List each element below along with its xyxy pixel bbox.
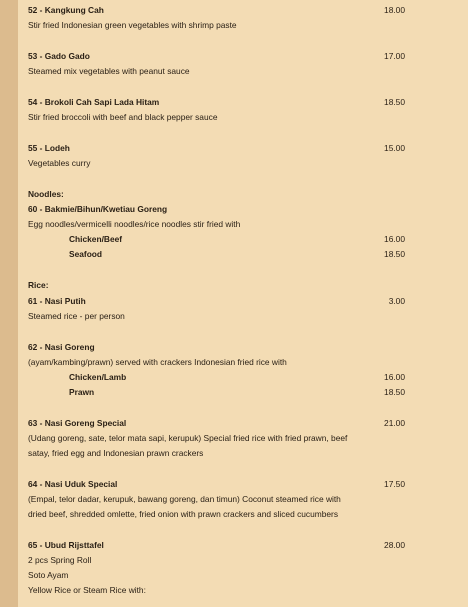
item-60-title: 60 - Bakmie/Bihun/Kwetiau Goreng — [28, 204, 168, 214]
item-62-desc: (ayam/kambing/prawn) served with crackers Indonesian fried rice with — [28, 357, 287, 367]
item-54-title: 54 - Brokoli Cah Sapi Lada Hitam — [28, 97, 160, 107]
menu-page — [18, 0, 468, 607]
item-62-option-price: 16.00 — [384, 372, 405, 382]
item-55-price: 15.00 — [384, 143, 405, 153]
item-61-price: 3.00 — [388, 296, 405, 306]
item-55-desc: Vegetables curry — [28, 158, 91, 168]
item-63-desc-line2: satay, fried egg and Indonesian prawn crackers — [28, 448, 204, 458]
item-60-desc: Egg noodles/vermicelli noodles/rice noodles stir fried with — [28, 219, 241, 229]
item-62-option-price: 18.50 — [384, 387, 405, 397]
item-60-option-price: 16.00 — [384, 234, 405, 244]
item-55-title: 55 - Lodeh — [28, 143, 70, 153]
item-52-title: 52 - Kangkung Cah — [28, 5, 104, 15]
item-53-price: 17.00 — [384, 51, 405, 61]
item-64-title: 64 - Nasi Uduk Special — [28, 479, 118, 489]
item-64-price: 17.50 — [384, 479, 405, 489]
item-61-title: 61 - Nasi Putih — [28, 296, 86, 306]
item-61-desc: Steamed rice - per person — [28, 311, 125, 321]
item-60-option-label: Chicken/Beef — [69, 234, 123, 244]
item-62-option-label: Prawn — [69, 387, 95, 397]
item-65-price: 28.00 — [384, 540, 405, 550]
item-63-price: 21.00 — [384, 418, 405, 428]
noodles-heading: Noodles: — [28, 189, 64, 199]
item-64-desc-line2: dried beef, shredded omlette, fried onion with prawn crackers and sliced cucumbers — [28, 509, 339, 519]
item-65-title: 65 - Ubud Rijsttafel — [28, 540, 104, 550]
item-65-line: Yellow Rice or Steam Rice with: — [28, 585, 146, 595]
item-54-desc: Stir fried broccoli with beef and black pepper sauce — [28, 112, 218, 122]
item-53-title: 53 - Gado Gado — [28, 51, 90, 61]
item-60-option-label: Seafood — [69, 249, 103, 259]
item-53-desc: Steamed mix vegetables with peanut sauce — [28, 66, 190, 76]
item-60-option-price: 18.50 — [384, 249, 405, 259]
item-64-desc-line1: (Empal, telor dadar, kerupuk, bawang goreng, dan timun) Coconut steamed rice with — [28, 494, 341, 504]
rice-heading: Rice: — [28, 280, 49, 290]
item-52-price: 18.00 — [384, 5, 405, 15]
item-54-price: 18.50 — [384, 97, 405, 107]
item-63-desc-line1: (Udang goreng, sate, telor mata sapi, kerupuk) Special fried rice with fried prawn, beef — [28, 433, 348, 443]
item-62-option-label: Chicken/Lamb — [69, 372, 127, 382]
item-65-line: 2 pcs Spring Roll — [28, 555, 92, 565]
item-62-title: 62 - Nasi Goreng — [28, 342, 95, 352]
item-52-desc: Stir fried Indonesian green vegetables with shrimp paste — [28, 20, 237, 30]
item-63-title: 63 - Nasi Goreng Special — [28, 418, 127, 428]
item-65-line: Soto Ayam — [28, 570, 69, 580]
